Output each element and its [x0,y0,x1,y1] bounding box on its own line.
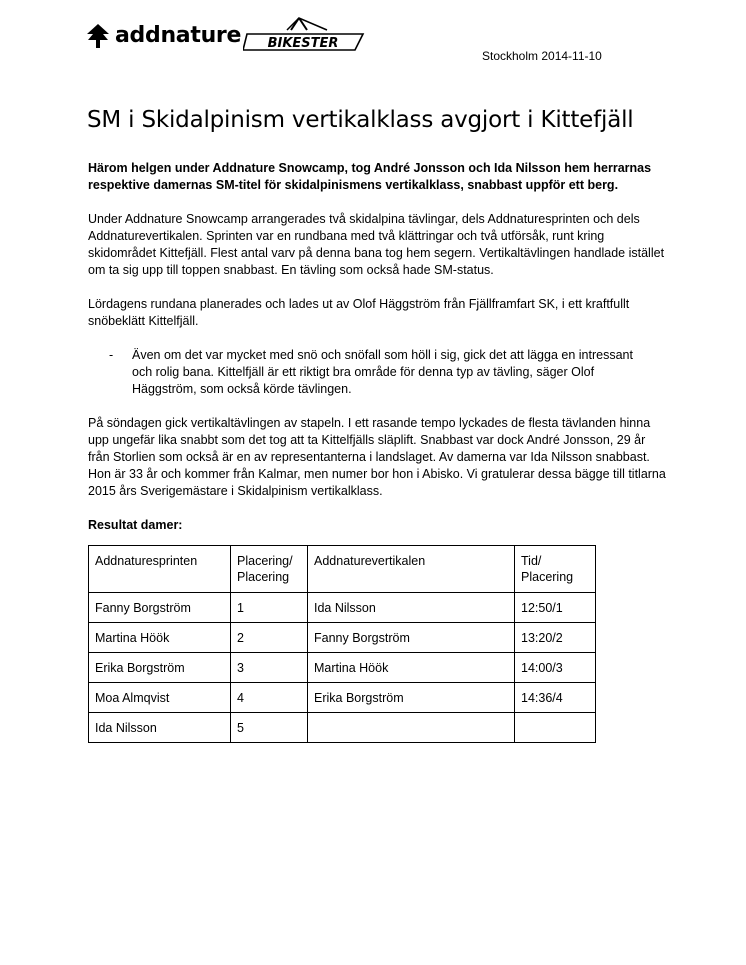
place-date: Stockholm 2014-11-10 [482,49,602,63]
table-cell: 13:20/2 [515,623,596,653]
page-title: SM i Skidalpinism vertikalklass avgjort i Kittefjäll [87,107,634,133]
bikester-logo [243,16,367,52]
addnature-logo [87,24,241,48]
quote-text: Även om det var mycket med snö och snöfall som höll i sig, gick det att lägga en intressant och rolig bana. Kittelfjäll är ett riktigt bra område för denna typ av tävling, säger Olof Häggström, som också körde tävlingen. [132,348,633,396]
quote-item [88,347,652,398]
results-heading: Resultat damer: [88,518,183,532]
table-cell: Fanny Borgström [89,593,231,623]
table-cell: Fanny Borgström [308,623,515,653]
table-row [89,593,596,623]
addnature-wordmark: addnature [115,23,242,48]
table-cell: 12:50/1 [515,593,596,623]
table-cell: Martina Höök [308,653,515,683]
body-paragraph: Lördagens rundana planerades och lades ut av Olof Häggström från Fjällframfart SK, i ett kraftfullt snöbeklätt Kittelfjäll. [88,297,630,328]
results-table [88,545,596,743]
column-header: Placering/ Placering [231,546,308,593]
table-row [89,653,596,683]
quote-dash: - [109,348,114,362]
body-paragraph: Under Addnature Snowcamp arrangerades två skidalpina tävlingar, dels Addnaturesprinten och dels Addnaturevertikalen. Sprinten var en rundbana med två klättringar och två utförsåk, runt kring skidområdet Kittefjäll. Flest antal varv på denna bana tog hem segern. Vertikaltävlingen handlade istället om ta sig upp till toppen snabbast. En tävling som också hade SM-status. [88,212,665,277]
table-cell: Martina Höök [89,623,231,653]
table-row [89,713,596,743]
table-cell: Erika Borgström [89,653,231,683]
addnature-tree-icon [87,24,109,48]
table-cell: 14:36/4 [515,683,596,713]
column-header: Addnaturesprinten [89,546,231,593]
table-row [89,683,596,713]
table-cell: Erika Borgström [308,683,515,713]
table-cell: 14:00/3 [515,653,596,683]
table-row [89,623,596,653]
column-header: Addnaturevertikalen [308,546,515,593]
table-cell: 1 [231,593,308,623]
article-body [88,160,668,743]
table-header-row [89,546,596,593]
body-paragraph: På söndagen gick vertikaltävlingen av stapeln. I ett rasande tempo lyckades de flesta tävlanden hinna upp ungefär lika snabbt som det tog att ta Kittelfjälls släplift. Snabbast var dock André Jonsson, 29 år från Storlien som också är en av representanterna i landslaget. Av damerna var Ida Nilsson snabbast. Hon är 33 år och kommer från Kalmar, men numer bor hon i Abisko. Vi gratulerar dessa bägge till titlarna 2015 års Sverigemästare i Skidalpinism vertikalklass. [88,416,666,498]
table-cell: 5 [231,713,308,743]
table-cell: 2 [231,623,308,653]
bikester-wordmark: BIKESTER [267,36,339,51]
table-cell: 3 [231,653,308,683]
table-cell: Moa Almqvist [89,683,231,713]
table-cell: 4 [231,683,308,713]
table-cell [515,713,596,743]
table-cell: Ida Nilsson [89,713,231,743]
table-cell: Ida Nilsson [308,593,515,623]
table-cell [308,713,515,743]
column-header: Tid/ Placering [515,546,596,593]
lead-paragraph: Härom helgen under Addnature Snowcamp, tog André Jonsson och Ida Nilsson hem herrarnas respektive damernas SM-titel för skidalpinismens vertikalklass, snabbast uppför ett berg. [88,161,652,192]
